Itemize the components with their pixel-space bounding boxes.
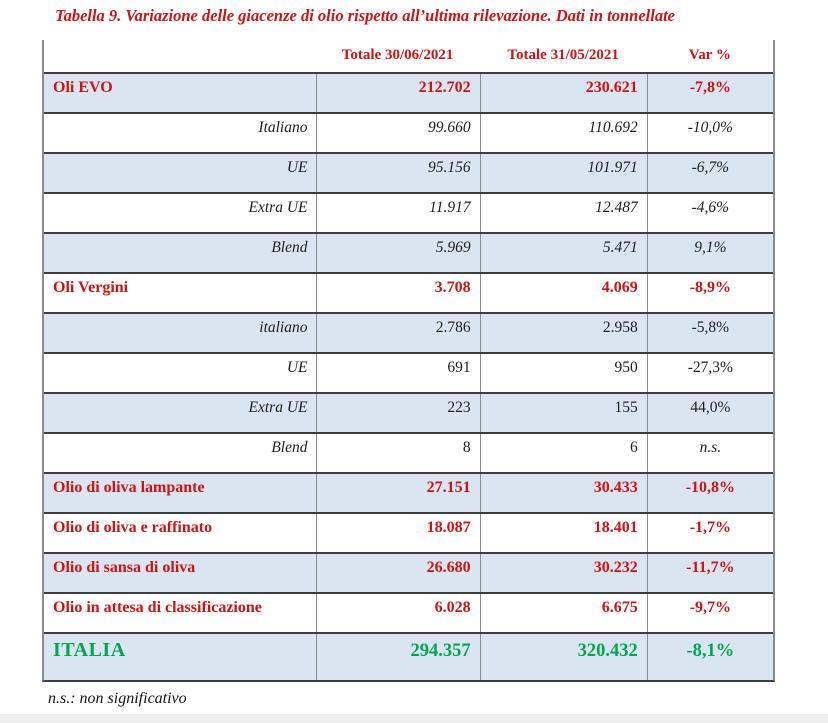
cell-totale-maggio: 6 (480, 434, 647, 472)
row-vergini-italiano (44, 312, 773, 352)
cell-label: Olio di oliva e raffinato (53, 519, 213, 536)
cell-label: Extra UE (248, 399, 308, 416)
cell-totale-giugno: 223 (316, 394, 480, 432)
cell-totale-giugno: 95.156 (316, 154, 480, 192)
cell-totale-giugno: 99.660 (316, 114, 480, 152)
row-vergini-extra-ue (44, 392, 773, 432)
cell-totale-maggio: 320.432 (480, 634, 647, 680)
col-header-totale-31-05-2021: Totale 31/05/2021 (507, 47, 619, 63)
cell-totale-maggio: 950 (480, 354, 647, 392)
cell-totale-giugno: 2.786 (316, 314, 480, 352)
cell-var-pct: -8,9% (647, 274, 773, 312)
cell-totale-maggio: 110.692 (480, 114, 647, 152)
col-header-var-pct: Var % (688, 47, 731, 63)
cell-var-pct: 9,1% (647, 234, 773, 272)
cell-totale-giugno: 18.087 (316, 514, 480, 552)
cell-var-pct: -11,7% (647, 554, 773, 592)
cell-var-pct: -27,3% (647, 354, 773, 392)
cell-label: Olio di sansa di oliva (53, 559, 196, 576)
cell-totale-maggio: 2.958 (480, 314, 647, 352)
row-evo-italiano (44, 112, 773, 152)
cell-label: Italiano (258, 119, 308, 136)
page-bottom-strip (0, 714, 828, 723)
cell-totale-maggio: 101.971 (480, 154, 647, 192)
cell-var-pct: -8,1% (647, 634, 773, 680)
cell-totale-maggio: 30.433 (480, 474, 647, 512)
cell-totale-maggio: 30.232 (480, 554, 647, 592)
row-vergini-blend (44, 432, 773, 472)
row-oli-vergini (44, 272, 773, 312)
col-header-empty (44, 40, 316, 72)
cell-label: UE (286, 359, 308, 376)
footnote: n.s.: non significativo (48, 690, 187, 707)
giacenze-table (42, 40, 775, 682)
cell-totale-giugno: 26.680 (316, 554, 480, 592)
cell-label: Olio in attesa di classificazione (53, 599, 262, 616)
cell-totale-maggio: 18.401 (480, 514, 647, 552)
cell-label: ITALIA (53, 639, 126, 661)
cell-label: Olio di oliva lampante (53, 479, 205, 496)
row-olio-lampante (44, 472, 773, 512)
cell-label: Blend (271, 439, 308, 456)
cell-label: UE (286, 159, 308, 176)
cell-totale-giugno: 691 (316, 354, 480, 392)
table-header-row (44, 40, 773, 72)
cell-totale-maggio: 6.675 (480, 594, 647, 632)
row-oli-evo (44, 72, 773, 112)
cell-totale-giugno: 8 (316, 434, 480, 472)
cell-var-pct: -6,7% (647, 154, 773, 192)
cell-label: italiano (259, 319, 308, 336)
cell-var-pct: -10,8% (647, 474, 773, 512)
cell-totale-giugno: 294.357 (316, 634, 480, 680)
cell-totale-giugno: 5.969 (316, 234, 480, 272)
row-olio-sansa (44, 552, 773, 592)
cell-totale-giugno: 6.028 (316, 594, 480, 632)
row-evo-blend (44, 232, 773, 272)
cell-var-pct: -5,8% (647, 314, 773, 352)
row-olio-raffinato (44, 512, 773, 552)
row-olio-attesa-classificazione (44, 592, 773, 632)
cell-var-pct: -10,0% (647, 114, 773, 152)
row-evo-extra-ue (44, 192, 773, 232)
cell-label: Extra UE (248, 199, 308, 216)
cell-label: Blend (271, 239, 308, 256)
cell-var-pct: -9,7% (647, 594, 773, 632)
cell-totale-giugno: 11.917 (316, 194, 480, 232)
cell-var-pct: -7,8% (647, 74, 773, 112)
cell-totale-maggio: 155 (480, 394, 647, 432)
cell-totale-maggio: 4.069 (480, 274, 647, 312)
cell-totale-maggio: 12.487 (480, 194, 647, 232)
table-title: Tabella 9. Variazione delle giacenze di olio rispetto all’ultima rilevazione. Dati in tonnellate (55, 6, 675, 25)
cell-totale-giugno: 212.702 (316, 74, 480, 112)
cell-totale-giugno: 27.151 (316, 474, 480, 512)
cell-totale-maggio: 5.471 (480, 234, 647, 272)
row-vergini-ue (44, 352, 773, 392)
cell-totale-maggio: 230.621 (480, 74, 647, 112)
cell-var-pct: n.s. (647, 434, 773, 472)
col-header-totale-30-06-2021: Totale 30/06/2021 (341, 47, 454, 63)
row-evo-ue (44, 152, 773, 192)
cell-var-pct: -4,6% (647, 194, 773, 232)
cell-label: Oli EVO (53, 79, 113, 96)
cell-label: Oli Vergini (53, 279, 129, 296)
row-italia-total (44, 632, 773, 680)
cell-var-pct: -1,7% (647, 514, 773, 552)
cell-var-pct: 44,0% (647, 394, 773, 432)
cell-totale-giugno: 3.708 (316, 274, 480, 312)
